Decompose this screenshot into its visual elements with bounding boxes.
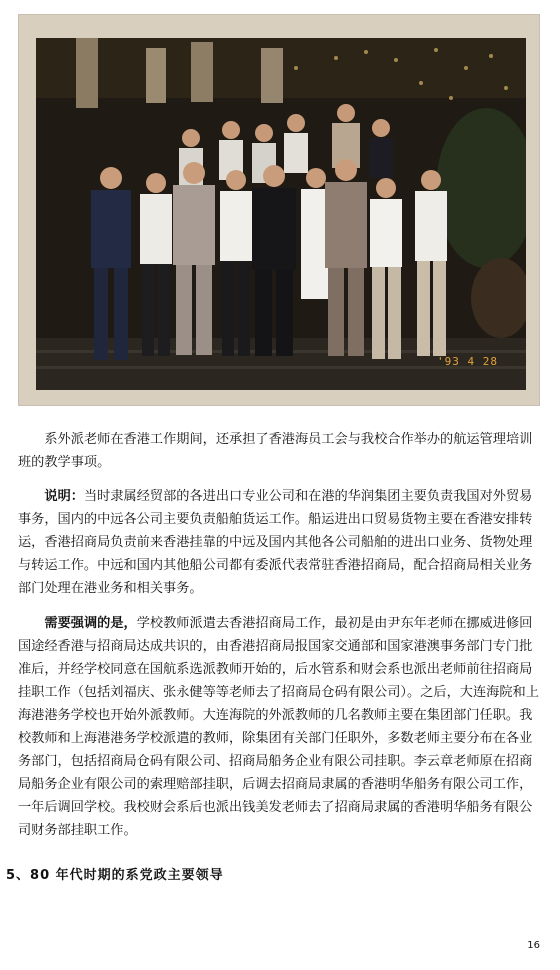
- photo-date-stamp: '93 4 28: [437, 355, 498, 368]
- paragraph-1-text: 系外派老师在香港工作期间，还承担了香港海员工会与我校合作举办的航运管理培训班的教学事项。: [18, 432, 533, 470]
- section-heading: 5、80 年代时期的系党政主要领导: [6, 868, 224, 883]
- page-number: 16: [527, 940, 540, 951]
- paragraph-2: [18, 485, 542, 600]
- group-photo: [18, 14, 540, 406]
- photo-image: [36, 38, 526, 390]
- paragraph-2-text: 当时隶属经贸部的各进出口专业公司和在港的华润集团主要负责我国对外贸易事务，国内的中远各公司主要负责船舶货运工作。船运进出口贸易货物主要在香港安排转运，香港招商局负责前来香港挂靠的中远及国内其他各公司船舶的进出口业务、货物处理与转运工作。中远和国内其他船公司都有委派代表常驻香港招商局，配合招商局相关业务部门处理在港业务和相关事务。: [18, 489, 533, 596]
- photo-illustration: [36, 38, 526, 390]
- paragraph-2-lead: 说明：: [44, 489, 84, 504]
- paragraph-1: [18, 428, 542, 474]
- paragraph-3-text: 学校教师派遣去香港招商局工作，最初是由尹东年老师在挪威进修回国途经香港与招商局达成共识的，由香港招商局报国家交通部和国家港澳事务部门专门批准后，并经学校同意在国航系选派教师开始的，后水管系和财会系也派出老师前往招商局挂职工作（包括刘福庆、张永健等等老师去了招商局仓码有限公司）。之后，大连海院和上海港港务学校也开始外派教师。大连海院的外派教师的几名教师主要在集团部门任职。我校教师和上海港港务学校派遣的教师，除集团有关部门任职外，多数老师主要分布在各业务部门，包括招商局仓码有限公司、招商局船务企业有限公司挂职。李云章老师原在招商局船务企业有限公司的索理赔部挂职，后调去招商局隶属的香港明华船务有限公司工作，一年后调回学校。我校财会系后也派出钱美发老师去了招商局隶属的香港明华船务有限公司财务部挂职工作。: [18, 616, 539, 838]
- paragraph-3-lead: 需要强调的是，: [44, 616, 137, 631]
- paragraph-3: [18, 612, 542, 842]
